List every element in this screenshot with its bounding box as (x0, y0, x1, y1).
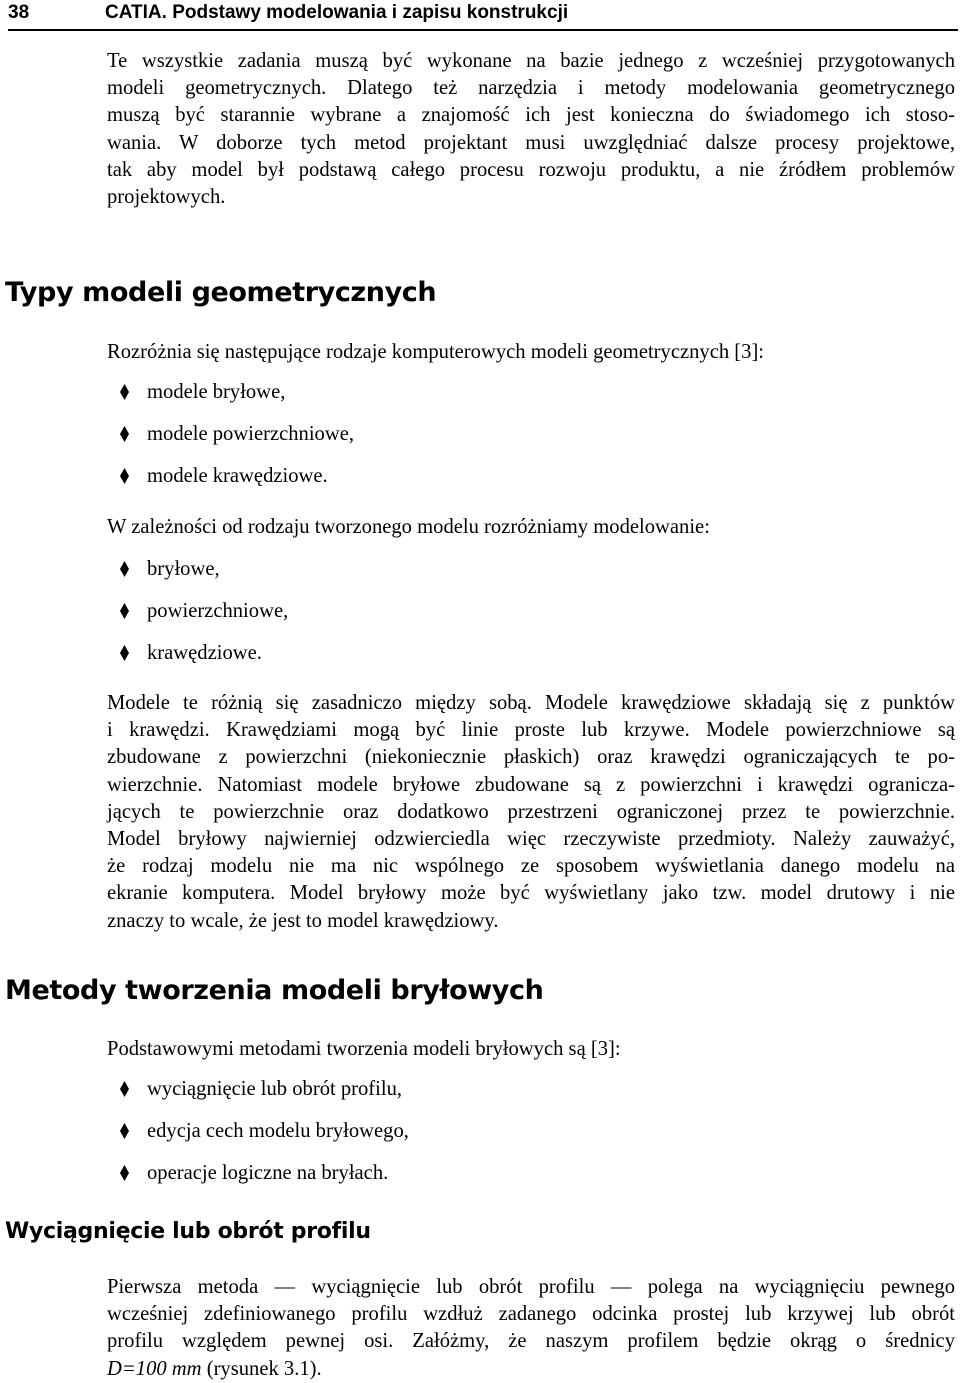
text-line (107, 1356, 955, 1383)
bullet-list-model-types (107, 379, 354, 505)
extrusion-paragraph (107, 1274, 955, 1383)
list-item (107, 1118, 409, 1160)
text-line: Model bryłowy najwierniej odzwierciedla więc rzeczywiste przedmioty. Należy zauważyć, (107, 828, 955, 851)
text-line: wania. W doborze tych metod projektant musi uwzględniać dalsze procesy projektowe, (107, 131, 955, 154)
list-item (107, 379, 354, 421)
text-line: Te wszystkie zadania muszą być wykonane na bazie jednego z wcześniej przygotowanych (107, 50, 955, 72)
text-line: muszą być starannie wybrane a znajomość ich jest konieczna do świadomego ich stoso- (107, 104, 955, 127)
text-line: Pierwsza metoda — wyciągnięcie lub obrót profilu — polega na wyciągnięciu pewnego (107, 1276, 955, 1298)
list-item-text: krawędziowe. (147, 642, 262, 664)
text-line: wierzchnie. Natomiast modele bryłowe zbudowane są z powierzchni i krawędzi ogranicza- (107, 773, 955, 796)
subsection-heading-wyciagniecie: Wyciągnięcie lub obrót profilu (5, 1219, 371, 1244)
list-item-text: bryłowe, (147, 558, 220, 580)
diamond-bullet-icon (120, 1123, 129, 1139)
text-line: Modele te różnią się zasadniczo między sobą. Modele krawędziowe składają się z punktów (107, 692, 955, 714)
list-item (107, 421, 354, 463)
section-lead-paragraph-3: Podstawowymi metodami tworzenia modeli bryłowych są [3]: (107, 1038, 621, 1060)
list-item-text: modele powierzchniowe, (147, 423, 355, 445)
text-line: ekranie komputera. Model bryłowy może być wyświetlany jako tzw. model drutowy i nie (107, 882, 955, 905)
diamond-bullet-icon (120, 561, 129, 577)
list-item (107, 556, 288, 598)
diamond-bullet-icon (120, 603, 129, 619)
list-item-text: wyciągnięcie lub obrót profilu, (147, 1078, 403, 1100)
diamond-bullet-icon (120, 384, 129, 400)
text-line: tak aby model był podstawą całego procesu rozwoju produktu, a nie źródłem problemów (107, 158, 955, 181)
list-item (107, 640, 288, 682)
text-line: znaczy to wcale, że jest to model krawędziowy. (107, 909, 499, 932)
section-lead-paragraph: Rozróżnia się następujące rodzaje komputerowych modeli geometrycznych [3]: (107, 341, 765, 363)
list-item-text: modele krawędziowe. (147, 465, 328, 487)
diamond-bullet-icon (120, 645, 129, 661)
list-item-text: modele bryłowe, (147, 381, 286, 403)
section-heading-metody-tworzenia: Metody tworzenia modeli bryłowych (5, 975, 544, 1006)
text-line: zbudowane z powierzchni (niekoniecznie płaskich) oraz krawędzi ograniczających te po- (107, 746, 955, 769)
section-lead-paragraph-2: W zależności od rodzaju tworzonego modelu rozróżniamy modelowanie: (107, 516, 710, 538)
intro-paragraph (107, 48, 955, 211)
text-fragment: (rysunek 3.1). (201, 1357, 322, 1380)
text-line: jących te powierzchnie oraz dodatkowo przestrzeni ograniczonej przez te powierzchnie. (107, 800, 955, 823)
list-item (107, 463, 354, 505)
italic-formula: D=100 mm (107, 1357, 202, 1380)
text-line: że rodzaj modelu nie ma nic wspólnego ze sposobem wyświetlania danego modelu na (107, 855, 955, 878)
bullet-list-modelling-types (107, 556, 288, 682)
list-item (107, 598, 288, 640)
text-line: projektowych. (107, 186, 226, 209)
list-item (107, 1076, 409, 1118)
page-number: 38 (8, 2, 30, 23)
list-item (107, 1160, 409, 1202)
diamond-bullet-icon (120, 1165, 129, 1181)
diamond-bullet-icon (120, 468, 129, 484)
section-heading-typy-modeli: Typy modeli geometrycznych (5, 277, 437, 308)
text-line: wcześniej zdefiniowanego profilu wzdłuż zadanego odcinka prostej lub krzywej lub obrót (107, 1303, 955, 1326)
list-item-text: edycja cech modelu bryłowego, (147, 1120, 409, 1142)
text-line: i krawędzi. Krawędziami mogą być linie proste lub krzywe. Modele powierzchniowe są (107, 719, 955, 742)
list-item-text: operacje logiczne na bryłach. (147, 1162, 389, 1184)
diamond-bullet-icon (120, 1081, 129, 1097)
book-title: CATIA. Podstawy modelowania i zapisu konstrukcji (105, 2, 569, 23)
diamond-bullet-icon (120, 426, 129, 442)
text-line: profilu względem pewnej osi. Załóżmy, że naszym profilem będzie okrąg o średnicy (107, 1330, 955, 1353)
running-header (8, 0, 958, 31)
list-item-text: powierzchniowe, (147, 600, 289, 622)
text-line: modeli geometrycznych. Dlatego też narzędzia i metody modelowania geometrycznego (107, 77, 955, 100)
model-comparison-paragraph (107, 690, 955, 935)
bullet-list-solid-methods (107, 1076, 409, 1202)
